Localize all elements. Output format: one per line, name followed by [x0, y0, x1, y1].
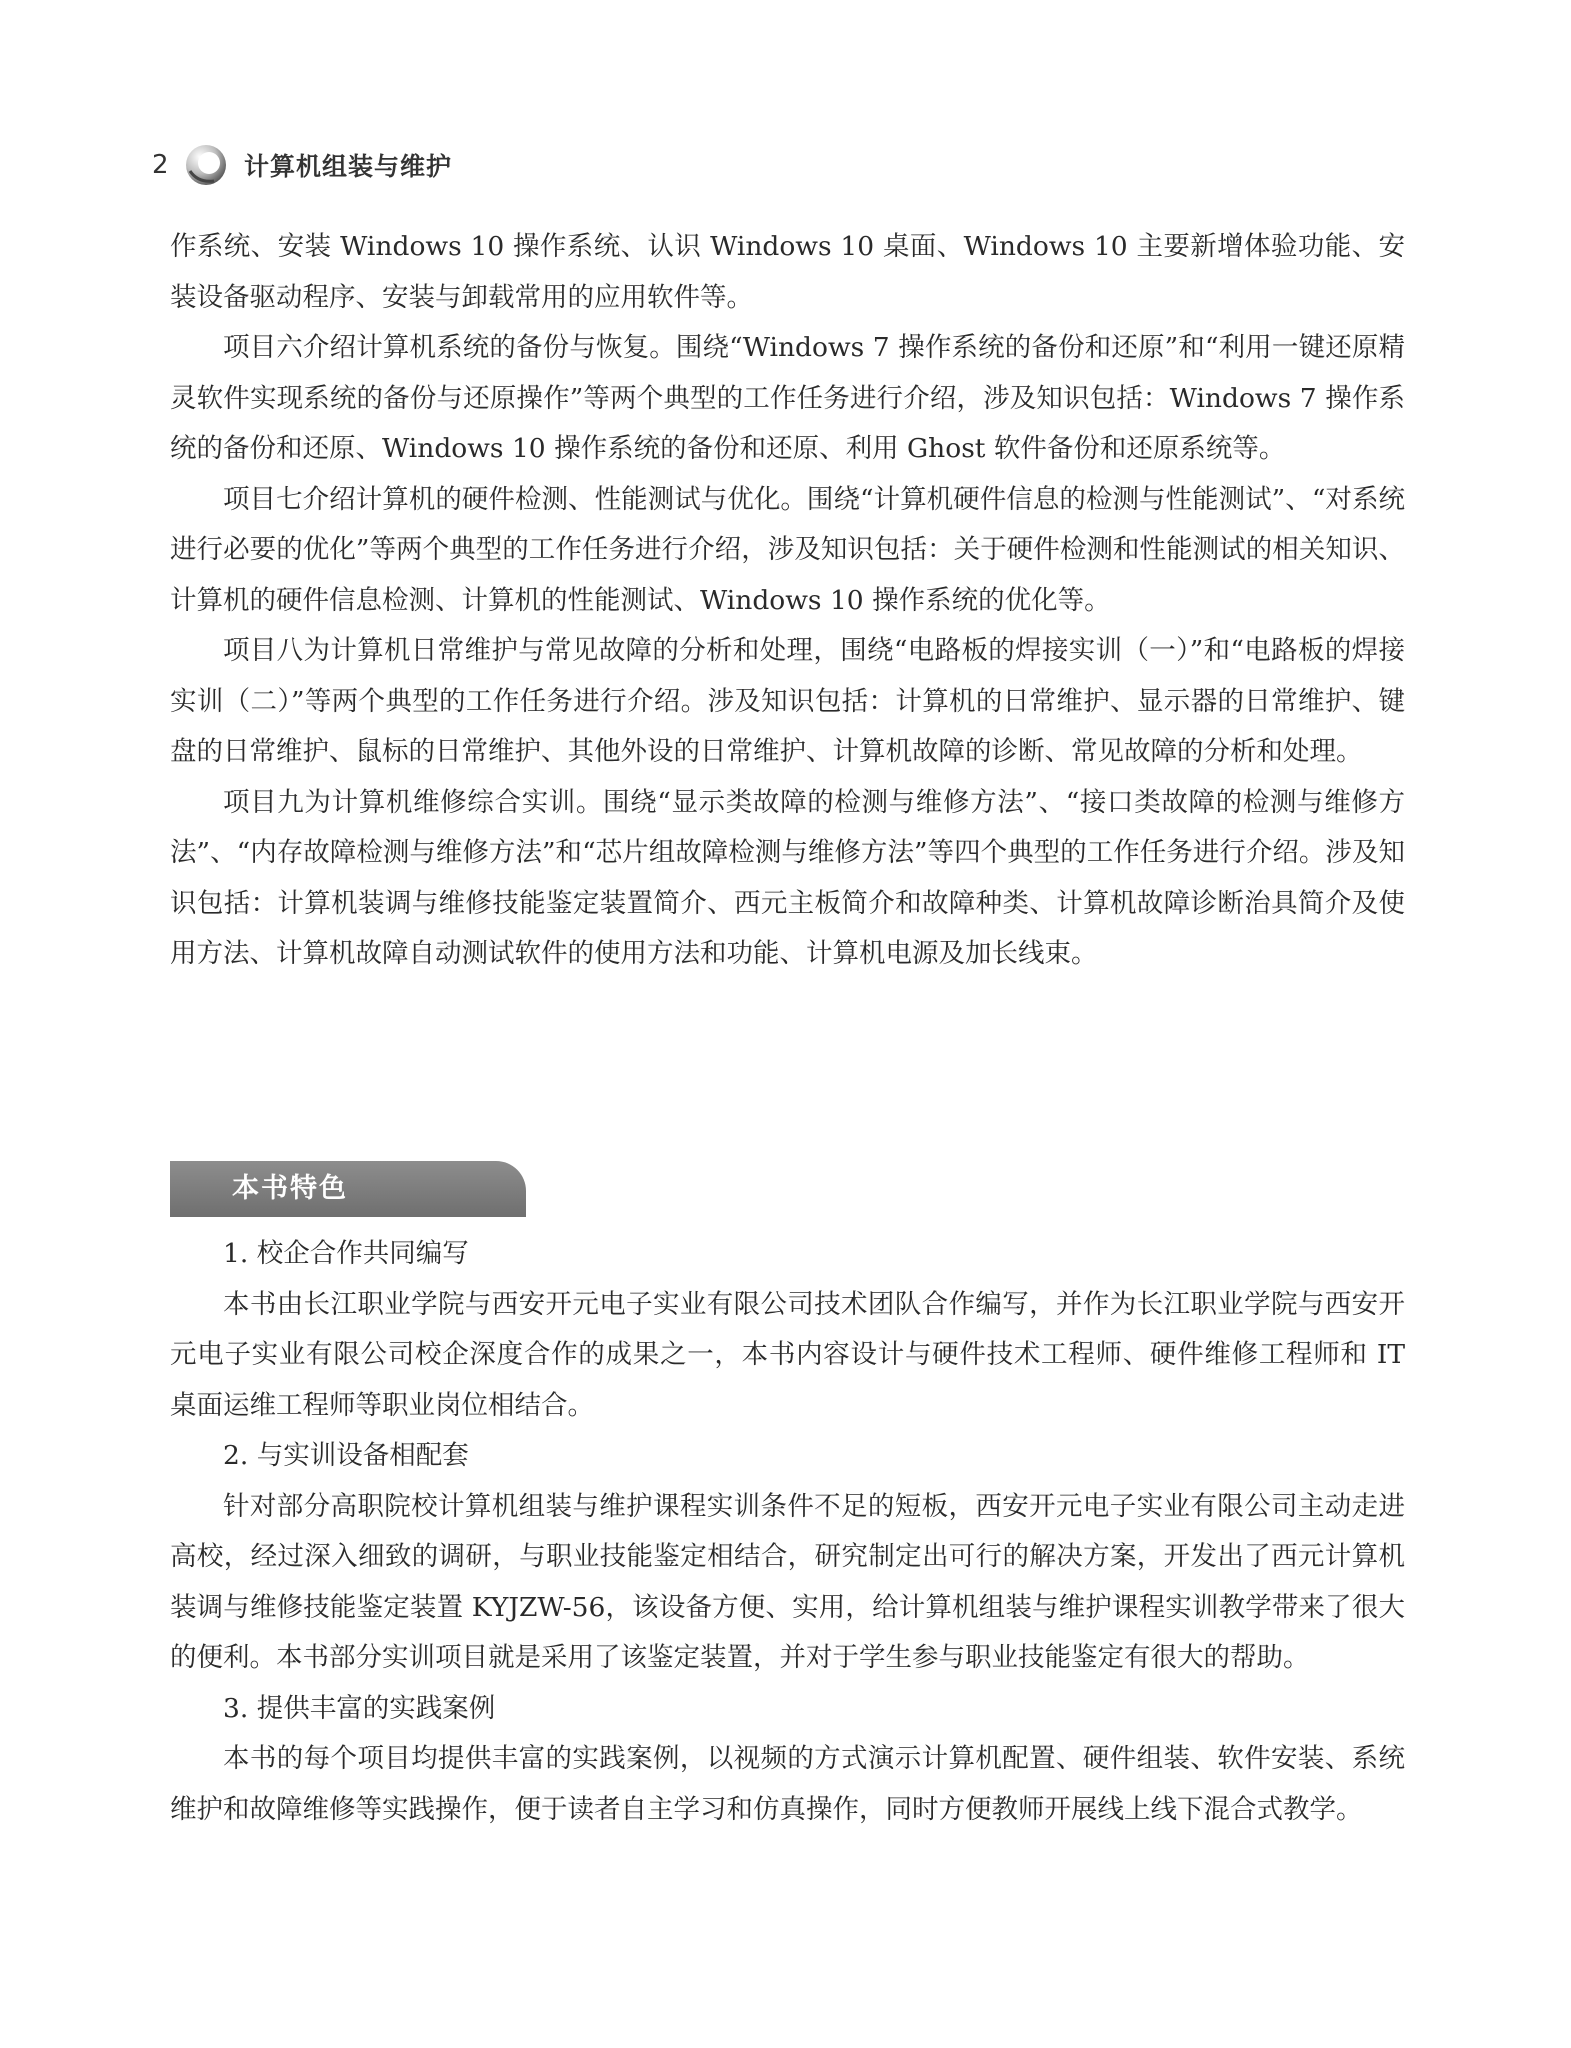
swirl-logo-icon [184, 143, 228, 187]
running-header [152, 143, 452, 187]
paragraph: 作系统、安装 Windows 10 操作系统、认识 Windows 10 桌面、Windows 10 主要新增体验功能、安装设备驱动程序、安装与卸载常用的应用软件等。 [170, 231, 1405, 313]
book-title: 计算机组装与维护 [244, 152, 453, 181]
feature-text: 本书的每个项目均提供丰富的实践案例，以视频的方式演示计算机配置、硬件组装、软件安装、系统维护和故障维修等实践操作，便于读者自主学习和仿真操作，同时方便教师开展线上线下混合式教学。 [170, 1743, 1405, 1825]
section-title: 本书特色 [232, 1173, 348, 1204]
feature-heading: 2. 与实训设备相配套 [223, 1440, 469, 1471]
page-number: 2 [152, 150, 169, 180]
body-text [170, 222, 1405, 980]
paragraph: 项目九为计算机维修综合实训。围绕“显示类故障的检测与维修方法”、“接口类故障的检测与维修方法”、“内存故障检测与维修方法”和“芯片组故障检测与维修方法”等四个典型的工作任务进行介绍。涉及知识包括：计算机装调与维修技能鉴定装置简介、西元主板简介和故障种类、计算机故障诊断治具简介及使用方法、计算机故障自动测试软件的使用方法和功能、计算机电源及加长线束。 [170, 786, 1405, 969]
feature-text: 本书由长江职业学院与西安开元电子实业有限公司技术团队合作编写，并作为长江职业学院与西安开元电子实业有限公司校企深度合作的成果之一，本书内容设计与硬件技术工程师、硬件维修工程师和 IT 桌面运维工程师等职业岗位相结合。 [170, 1288, 1405, 1421]
feature-heading: 1. 校企合作共同编写 [223, 1238, 469, 1269]
feature-text: 针对部分高职院校计算机组装与维护课程实训条件不足的短板，西安开元电子实业有限公司主动走进高校，经过深入细致的调研，与职业技能鉴定相结合，研究制定出可行的解决方案，开发出了西元计算机装调与维修技能鉴定装置 KYJZW-56，该设备方便、实用，给计算机组装与维护课程实训教学带来了很大的便利。本书部分实训项目就是采用了该鉴定装置，并对于学生参与职业技能鉴定有很大的帮助。 [170, 1490, 1405, 1673]
paragraph: 项目八为计算机日常维护与常见故障的分析和处理，围绕“电路板的焊接实训（一）”和“电路板的焊接实训（二）”等两个典型的工作任务进行介绍。涉及知识包括：计算机的日常维护、显示器的日常维护、键盘的日常维护、鼠标的日常维护、其他外设的日常维护、计算机故障的诊断、常见故障的分析和处理。 [170, 635, 1405, 767]
paragraph: 项目七介绍计算机的硬件检测、性能测试与优化。围绕“计算机硬件信息的检测与性能测试”、“对系统进行必要的优化”等两个典型的工作任务进行介绍，涉及知识包括：关于硬件检测和性能测试的相关知识、计算机的硬件信息检测、计算机的性能测试、Windows 10 操作系统的优化等。 [170, 483, 1405, 616]
section-header-bar [170, 1161, 526, 1217]
paragraph: 项目六介绍计算机系统的备份与恢复。围绕“Windows 7 操作系统的备份和还原”和“利用一键还原精灵软件实现系统的备份与还原操作”等两个典型的工作任务进行介绍，涉及知识包括：Windows 7 操作系统的备份和还原、Windows 10 操作系统的备份和还原、利用 Ghost 软件备份和还原系统等。 [170, 332, 1405, 464]
feature-heading: 3. 提供丰富的实践案例 [223, 1692, 496, 1724]
features-list [170, 1229, 1405, 1835]
